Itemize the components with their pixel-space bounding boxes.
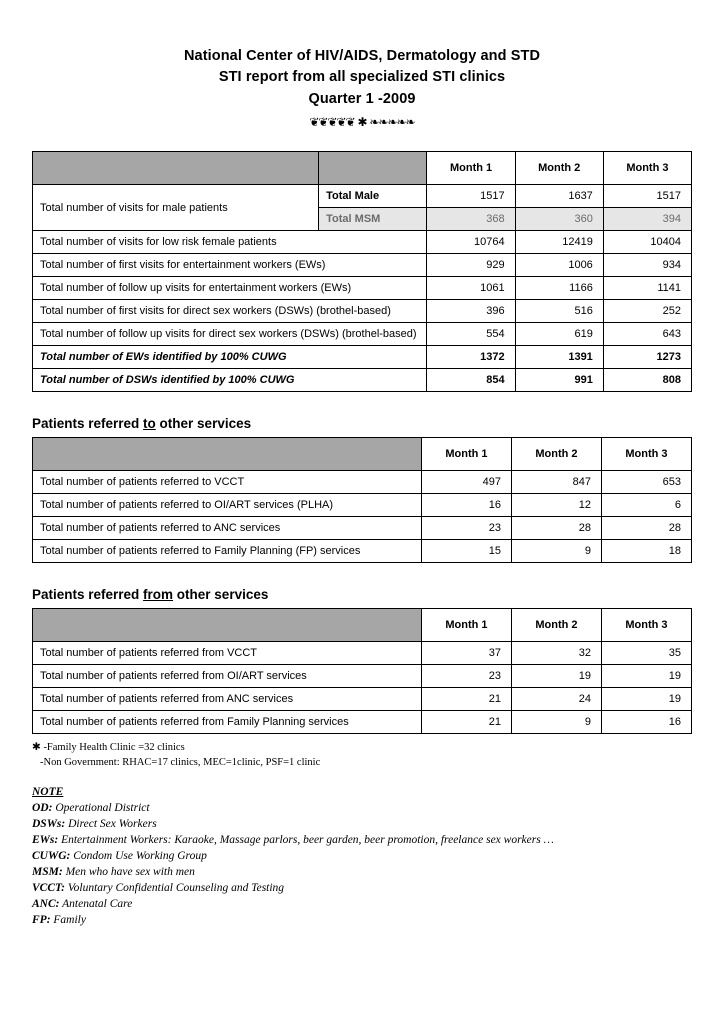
cell-ews-cuwg-m2: 1391 [515, 346, 603, 369]
cell-ew-followup-m2: 1166 [515, 277, 603, 300]
row-label-referred-from-vcct: Total number of patients referred from VCCT [33, 642, 422, 665]
row-sublabel-total-msm: Total MSM [319, 208, 427, 231]
table-row [33, 494, 692, 517]
heading-text-underlined: to [143, 416, 156, 431]
row-label-male-visits: Total number of visits for male patients [33, 185, 319, 231]
cell-referred-to-vcct-m3: 653 [601, 471, 691, 494]
cell-referred-from-vcct-m2: 32 [511, 642, 601, 665]
note-term: CUWG: [32, 850, 71, 862]
cell-referred-to-fp-m3: 18 [601, 540, 691, 563]
referred-to-table [32, 437, 692, 563]
cell-referred-from-vcct-m3: 35 [601, 642, 691, 665]
cell-dsws-cuwg-m3: 808 [603, 369, 691, 392]
header-blank-label [33, 438, 422, 471]
note-def: Antenatal Care [59, 898, 133, 910]
cell-low-risk-female-m3: 10404 [603, 231, 691, 254]
cell-ews-cuwg-m3: 1273 [603, 346, 691, 369]
table-header-row [33, 609, 692, 642]
cell-referred-from-fp-m2: 9 [511, 711, 601, 734]
cell-referred-from-vcct-m1: 37 [421, 642, 511, 665]
cell-low-risk-female-m1: 10764 [427, 231, 515, 254]
document-title-block [32, 46, 692, 129]
heading-text-post: other services [155, 416, 252, 431]
row-label-referred-to-oiart: Total number of patients referred to OI/ART services (PLHA) [33, 494, 422, 517]
cell-dsw-followup-m1: 554 [427, 323, 515, 346]
cell-referred-to-anc-m2: 28 [511, 517, 601, 540]
note-term: VCCT: [32, 882, 66, 894]
page-title-line-2: STI report from all specialized STI clinics [218, 69, 506, 85]
row-label-referred-from-anc: Total number of patients referred from ANC services [33, 688, 422, 711]
row-label-ew-followup-visits: Total number of follow up visits for entertainment workers (EWs) [33, 277, 427, 300]
cell-dsw-followup-m3: 643 [603, 323, 691, 346]
referred-from-table [32, 608, 692, 734]
note-term: EWs: [32, 834, 59, 846]
cell-referred-to-fp-m1: 15 [421, 540, 511, 563]
cell-dsws-cuwg-m2: 991 [515, 369, 603, 392]
row-label-dsw-first-visits: Total number of first visits for direct sex workers (DSWs) (brothel-based) [33, 300, 427, 323]
footnote-block [32, 740, 692, 770]
footnote-line-2: -Non Government: RHAC=17 clinics, MEC=1clinic, PSF=1 clinic [40, 757, 321, 768]
note-item [32, 912, 692, 928]
table-row [33, 300, 692, 323]
cell-referred-from-anc-m2: 24 [511, 688, 601, 711]
row-label-low-risk-female: Total number of visits for low risk female patients [33, 231, 427, 254]
section-heading-referred-to [32, 416, 692, 431]
cell-referred-to-anc-m1: 23 [421, 517, 511, 540]
note-item [32, 832, 692, 848]
note-term: ANC: [32, 898, 60, 910]
header-blank-sub [319, 152, 427, 185]
cell-total-msm-m1: 368 [427, 208, 515, 231]
header-month-1: Month 1 [421, 438, 511, 471]
row-label-referred-to-vcct: Total number of patients referred to VCCT [33, 471, 422, 494]
header-month-1: Month 1 [421, 609, 511, 642]
section-heading-referred-from [32, 587, 692, 602]
header-month-2: Month 2 [515, 152, 603, 185]
cell-dsw-first-m1: 396 [427, 300, 515, 323]
footnote-text-1: -Family Health Clinic =32 clinics [43, 742, 185, 753]
page-title-line-3: Quarter 1 -2009 [308, 91, 416, 107]
note-term: DSWs: [32, 818, 66, 830]
heading-text-underlined: from [143, 587, 174, 602]
asterisk-icon: ✱ [32, 741, 41, 753]
row-label-dsws-cuwg: Total number of DSWs identified by 100% CUWG [33, 369, 427, 392]
cell-referred-to-oiart-m1: 16 [421, 494, 511, 517]
cell-referred-to-anc-m3: 28 [601, 517, 691, 540]
table-row [33, 277, 692, 300]
note-def: Operational District [52, 802, 150, 814]
note-term: FP: [32, 914, 51, 926]
note-term: MSM: [32, 866, 63, 878]
row-label-referred-to-fp: Total number of patients referred to Family Planning (FP) services [33, 540, 422, 563]
table-row [33, 323, 692, 346]
table-row [33, 711, 692, 734]
cell-total-male-m1: 1517 [427, 185, 515, 208]
cell-total-msm-m3: 394 [603, 208, 691, 231]
row-label-ew-first-visits: Total number of first visits for entertainment workers (EWs) [33, 254, 427, 277]
cell-dsw-followup-m2: 619 [515, 323, 603, 346]
cell-total-male-m3: 1517 [603, 185, 691, 208]
header-month-3: Month 3 [601, 438, 691, 471]
note-item [32, 864, 692, 880]
cell-dsws-cuwg-m1: 854 [427, 369, 515, 392]
footnote-line-1 [32, 740, 692, 755]
heading-text-pre: Patients referred [32, 416, 144, 431]
cell-dsw-first-m3: 252 [603, 300, 691, 323]
main-summary-table [32, 151, 692, 392]
note-def: Voluntary Confidential Counseling and Testing [65, 882, 285, 894]
header-month-2: Month 2 [511, 438, 601, 471]
cell-dsw-first-m2: 516 [515, 300, 603, 323]
row-sublabel-total-male: Total Male [319, 185, 427, 208]
cell-referred-to-vcct-m1: 497 [421, 471, 511, 494]
note-item [32, 816, 692, 832]
cell-ew-first-m2: 1006 [515, 254, 603, 277]
note-item [32, 848, 692, 864]
cell-referred-from-fp-m3: 16 [601, 711, 691, 734]
note-def: Men who have sex with men [62, 866, 195, 878]
table-row [33, 185, 692, 208]
header-blank-label [33, 152, 319, 185]
cell-referred-from-anc-m1: 21 [421, 688, 511, 711]
header-blank-label [33, 609, 422, 642]
note-def: Family [50, 914, 86, 926]
cell-referred-to-fp-m2: 9 [511, 540, 601, 563]
header-month-3: Month 3 [601, 609, 691, 642]
table-header-row [33, 152, 692, 185]
cell-referred-from-oiart-m3: 19 [601, 665, 691, 688]
ornament-divider: ❦❦❦❦❦ ✱ ❧❧❧❧❧ [309, 115, 415, 129]
note-def: Direct Sex Workers [65, 818, 157, 830]
table-row [33, 665, 692, 688]
heading-text-pre: Patients referred [32, 587, 144, 602]
heading-text-post: other services [173, 587, 269, 602]
cell-ew-followup-m3: 1141 [603, 277, 691, 300]
table-row [33, 254, 692, 277]
page-title-line-1: National Center of HIV/AIDS, Dermatology and STD [183, 48, 541, 64]
table-row [33, 642, 692, 665]
note-item [32, 880, 692, 896]
row-label-referred-from-fp: Total number of patients referred from Family Planning services [33, 711, 422, 734]
table-row [33, 540, 692, 563]
cell-referred-from-oiart-m2: 19 [511, 665, 601, 688]
note-def: Entertainment Workers: Karaoke, Massage parlors, beer garden, beer promotion, freelance sex workers … [58, 834, 554, 846]
cell-low-risk-female-m2: 12419 [515, 231, 603, 254]
row-label-dsw-followup-visits: Total number of follow up visits for direct sex workers (DSWs) (brothel-based) [33, 323, 427, 346]
row-label-ews-cuwg: Total number of EWs identified by 100% CUWG [33, 346, 427, 369]
note-def: Condom Use Working Group [70, 850, 207, 862]
note-block [32, 784, 692, 928]
row-label-referred-to-anc: Total number of patients referred to ANC services [33, 517, 422, 540]
table-row [33, 688, 692, 711]
note-item [32, 896, 692, 912]
table-row [33, 369, 692, 392]
note-title: NOTE [32, 786, 64, 798]
cell-ew-first-m1: 929 [427, 254, 515, 277]
note-item [32, 800, 692, 816]
cell-referred-to-oiart-m3: 6 [601, 494, 691, 517]
cell-total-msm-m2: 360 [515, 208, 603, 231]
table-row [33, 517, 692, 540]
row-label-referred-from-oiart: Total number of patients referred from OI/ART services [33, 665, 422, 688]
table-row [33, 346, 692, 369]
cell-referred-to-oiart-m2: 12 [511, 494, 601, 517]
table-row [33, 231, 692, 254]
cell-referred-from-anc-m3: 19 [601, 688, 691, 711]
note-term: OD: [32, 802, 53, 814]
cell-ews-cuwg-m1: 1372 [427, 346, 515, 369]
table-row [33, 471, 692, 494]
cell-referred-from-oiart-m1: 23 [421, 665, 511, 688]
cell-referred-from-fp-m1: 21 [421, 711, 511, 734]
table-header-row [33, 438, 692, 471]
cell-total-male-m2: 1637 [515, 185, 603, 208]
header-month-1: Month 1 [427, 152, 515, 185]
cell-ew-first-m3: 934 [603, 254, 691, 277]
cell-referred-to-vcct-m2: 847 [511, 471, 601, 494]
header-month-2: Month 2 [511, 609, 601, 642]
header-month-3: Month 3 [603, 152, 691, 185]
cell-ew-followup-m1: 1061 [427, 277, 515, 300]
